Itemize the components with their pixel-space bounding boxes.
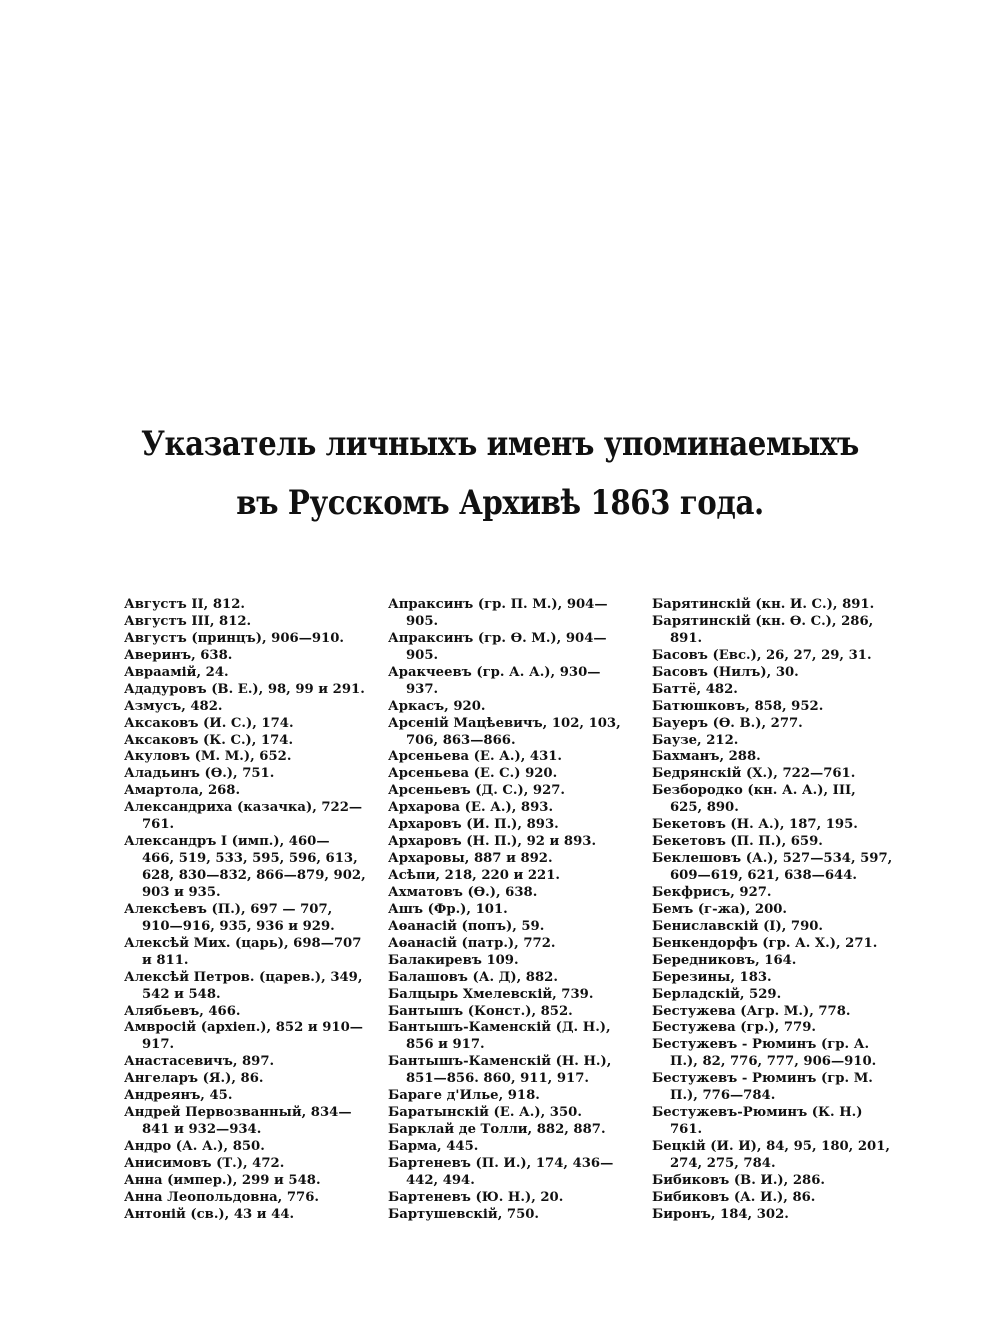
index-entry: Бередниковъ, 164. (652, 952, 797, 968)
index-entry: Анна Леопольдовна, 776. (124, 1189, 319, 1205)
index-entry: Арсеній Мацѣевичъ, 102, 103, (388, 715, 621, 731)
index-entry-continuation: и 811. (142, 952, 189, 968)
index-entry: Алексѣй Петров. (царев.), 349, (124, 969, 363, 985)
index-entry: Алябьевъ, 466. (124, 1003, 241, 1019)
index-title-line-1: Указатель личныхъ именъ упоминаемыхъ (141, 424, 859, 464)
index-entry: Березины, 183. (652, 969, 772, 985)
index-entry: Баузе, 212. (652, 732, 739, 748)
index-entry: Бемъ (г-жа), 200. (652, 901, 788, 917)
index-entry: Бартушевскій, 750. (388, 1206, 540, 1222)
index-entry: Бараге д'Илье, 918. (388, 1088, 540, 1104)
index-entry: Бантышъ-Каменскій (Н. Н.), (388, 1054, 612, 1070)
index-entry: Акуловъ (М. М.), 652. (124, 749, 292, 765)
index-entry: Бибиковъ (А. И.), 86. (652, 1189, 816, 1205)
index-entry-continuation: 466, 519, 533, 595, 596, 613, (142, 851, 358, 867)
index-entry-continuation: 542 и 548. (142, 986, 221, 1002)
index-entry: Александриха (казачка), 722— (124, 800, 363, 816)
index-entry: Бекетовъ (П. П.), 659. (652, 834, 823, 850)
index-entry: Августъ (принцъ), 906—910. (124, 630, 344, 646)
index-entry-continuation: 903 и 935. (142, 884, 221, 900)
index-entry-continuation: 625, 890. (670, 800, 739, 816)
index-column-3 (652, 597, 914, 1224)
index-entry: Ангеларъ (Я.), 86. (124, 1071, 264, 1087)
index-entry-continuation: 910—916, 935, 936 и 929. (142, 918, 335, 934)
index-entry: Барма, 445. (388, 1139, 479, 1154)
index-entry-continuation: 937. (406, 681, 439, 697)
index-entry: Андрей Первозванный, 834— (124, 1105, 352, 1121)
index-entry: Андро (А. А.), 850. (124, 1139, 265, 1154)
index-entry: Биронъ, 184, 302. (652, 1206, 789, 1222)
index-entry: Аѳанасій (попъ), 59. (388, 918, 545, 934)
index-entry: Барятинскій (кн. И. С.), 891. (652, 597, 875, 612)
index-entry: Басовъ (Евс.), 26, 27, 29, 31. (652, 647, 872, 663)
index-entry-continuation: П.), 82, 776, 777, 906—910. (670, 1054, 877, 1070)
index-entry: Амартола, 268. (124, 783, 241, 799)
index-entry: Александръ I (имп.), 460— (124, 834, 330, 850)
index-entry: Берладскій, 529. (652, 986, 782, 1002)
index-entry: Бибиковъ (В. И.), 286. (652, 1172, 825, 1188)
index-entry: Аркасъ, 920. (388, 698, 486, 714)
index-entry: Бестужева (гр.), 779. (652, 1020, 816, 1036)
index-entry: Амвросій (архіеп.), 852 и 910— (124, 1020, 363, 1036)
index-entry: Авраамій, 24. (124, 664, 229, 680)
index-entry-continuation: 442, 494. (406, 1172, 475, 1188)
index-entry: Ашъ (Фр.), 101. (388, 901, 508, 917)
index-entry: Баратынскій (Е. А.), 350. (388, 1105, 582, 1121)
index-entry: Аѳанасій (патр.), 772. (388, 935, 556, 951)
index-entry: Бартеневъ (П. И.), 174, 436— (388, 1155, 614, 1171)
index-entry: Бантышъ (Конст.), 852. (388, 1003, 573, 1019)
index-entry: Барятинскій (кн. Ѳ. С.), 286, (652, 613, 874, 629)
index-entry: Беклешовъ (А.), 527—534, 597, (652, 851, 893, 867)
index-entry: Азмусъ, 482. (124, 698, 223, 714)
index-entry: Апраксинъ (гр. П. М.), 904— (388, 597, 608, 612)
index-entry: Антоній (св.), 43 и 44. (124, 1206, 295, 1222)
index-entry: Апраксинъ (гр. Ѳ. М.), 904— (388, 630, 607, 646)
index-entry-continuation: 628, 830—832, 866—879, 902, (142, 868, 366, 883)
index-entry-continuation: 891. (670, 630, 703, 646)
index-entry: Бестужевъ-Рюминъ (К. Н.) (652, 1105, 863, 1121)
index-entry: Безбородко (кн. А. А.), III, (652, 783, 856, 799)
index-entry: Батюшковъ, 858, 952. (652, 698, 824, 714)
index-entry: Аракчеевъ (гр. А. А.), 930— (388, 664, 601, 680)
index-entry: Арсеньева (Е. С.) 920. (388, 766, 558, 782)
index-entry: Балашовъ (А. Д), 882. (388, 969, 558, 985)
index-entry: Баттё, 482. (652, 681, 738, 697)
index-entry: Ададуровъ (В. Е.), 98, 99 и 291. (124, 681, 365, 697)
index-entry: Августъ III, 812. (124, 613, 252, 629)
index-entry: Анастасевичъ, 897. (124, 1054, 275, 1070)
index-entry: Бауеръ (Ѳ. В.), 277. (652, 715, 803, 731)
index-entry: Арсеньевъ (Д. С.), 927. (388, 783, 566, 799)
index-entry-continuation: 917. (142, 1037, 175, 1053)
index-entry-continuation: 856 и 917. (406, 1037, 485, 1053)
index-entry: Асѣпи, 218, 220 и 221. (388, 868, 560, 883)
index-entry: Бестужева (Агр. М.), 778. (652, 1003, 851, 1019)
index-entry-continuation: 706, 863—866. (406, 732, 516, 748)
index-entry-continuation: 274, 275, 784. (670, 1155, 776, 1171)
index-entry: Басовъ (Нилъ), 30. (652, 664, 799, 680)
index-entry-continuation: 761. (142, 817, 175, 833)
index-entry: Ахматовъ (Ѳ.), 638. (388, 884, 538, 900)
index-entry: Балакиревъ 109. (388, 952, 519, 968)
index-entry: Архарова (Е. А.), 893. (388, 800, 554, 816)
index-entry: Бахманъ, 288. (652, 749, 761, 765)
index-entry: Барклай де Толли, 882, 887. (388, 1122, 606, 1138)
index-entry: Бецкій (И. И), 84, 95, 180, 201, (652, 1139, 890, 1154)
index-entry: Алексѣевъ (П.), 697 — 707, (124, 901, 333, 917)
index-entry: Аверинъ, 638. (124, 647, 233, 663)
index-entry: Архаровъ (И. П.), 893. (388, 817, 559, 833)
index-entry-continuation: П.), 776—784. (670, 1088, 776, 1104)
index-entry: Бестужевъ - Рюминъ (гр. А. (652, 1037, 870, 1053)
index-entry: Бартеневъ (Ю. Н.), 20. (388, 1189, 564, 1205)
index-entry-continuation: 761. (670, 1122, 703, 1138)
index-entry: Балцырь Хмелевскій, 739. (388, 986, 594, 1002)
index-entry: Анна (импер.), 299 и 548. (124, 1172, 321, 1188)
index-entry: Бенкендорфъ (гр. А. Х.), 271. (652, 935, 878, 951)
index-column-1 (124, 597, 386, 1224)
index-entry: Бедрянскій (Х.), 722—761. (652, 766, 856, 782)
index-entry: Архаровы, 887 и 892. (388, 851, 553, 867)
index-entry-continuation: 841 и 932—934. (142, 1122, 262, 1138)
index-entry: Аксаковъ (И. С.), 174. (124, 715, 294, 731)
index-entry-continuation: 905. (406, 613, 439, 629)
index-entry: Бестужевъ - Рюминъ (гр. М. (652, 1071, 873, 1087)
index-entry: Аладьинъ (Ѳ.), 751. (124, 766, 275, 782)
index-entry: Анисимовъ (Т.), 472. (124, 1155, 285, 1171)
index-entry: Августъ II, 812. (124, 597, 245, 612)
index-entry: Бениславскій (I), 790. (652, 918, 824, 934)
index-entry: Бекетовъ (Н. А.), 187, 195. (652, 817, 858, 833)
index-entry: Алексѣй Мих. (царь), 698—707 (124, 935, 362, 951)
index-entry: Аксаковъ (К. С.), 174. (124, 732, 294, 748)
index-entry-continuation: 609—619, 621, 638—644. (670, 868, 857, 883)
index-column-2 (388, 597, 650, 1224)
index-entry: Архаровъ (Н. П.), 92 и 893. (388, 834, 597, 850)
index-entry: Бантышъ-Каменскій (Д. Н.), (388, 1020, 611, 1036)
index-entry: Андреянъ, 45. (124, 1088, 233, 1104)
index-entry: Арсеньева (Е. А.), 431. (388, 749, 563, 765)
index-title-line-2: въ Русскомъ Архивѣ 1863 года. (236, 483, 764, 523)
index-entry: Бекфрисъ, 927. (652, 884, 772, 900)
index-entry-continuation: 905. (406, 647, 439, 663)
index-entry-continuation: 851—856. 860, 911, 917. (406, 1071, 589, 1087)
